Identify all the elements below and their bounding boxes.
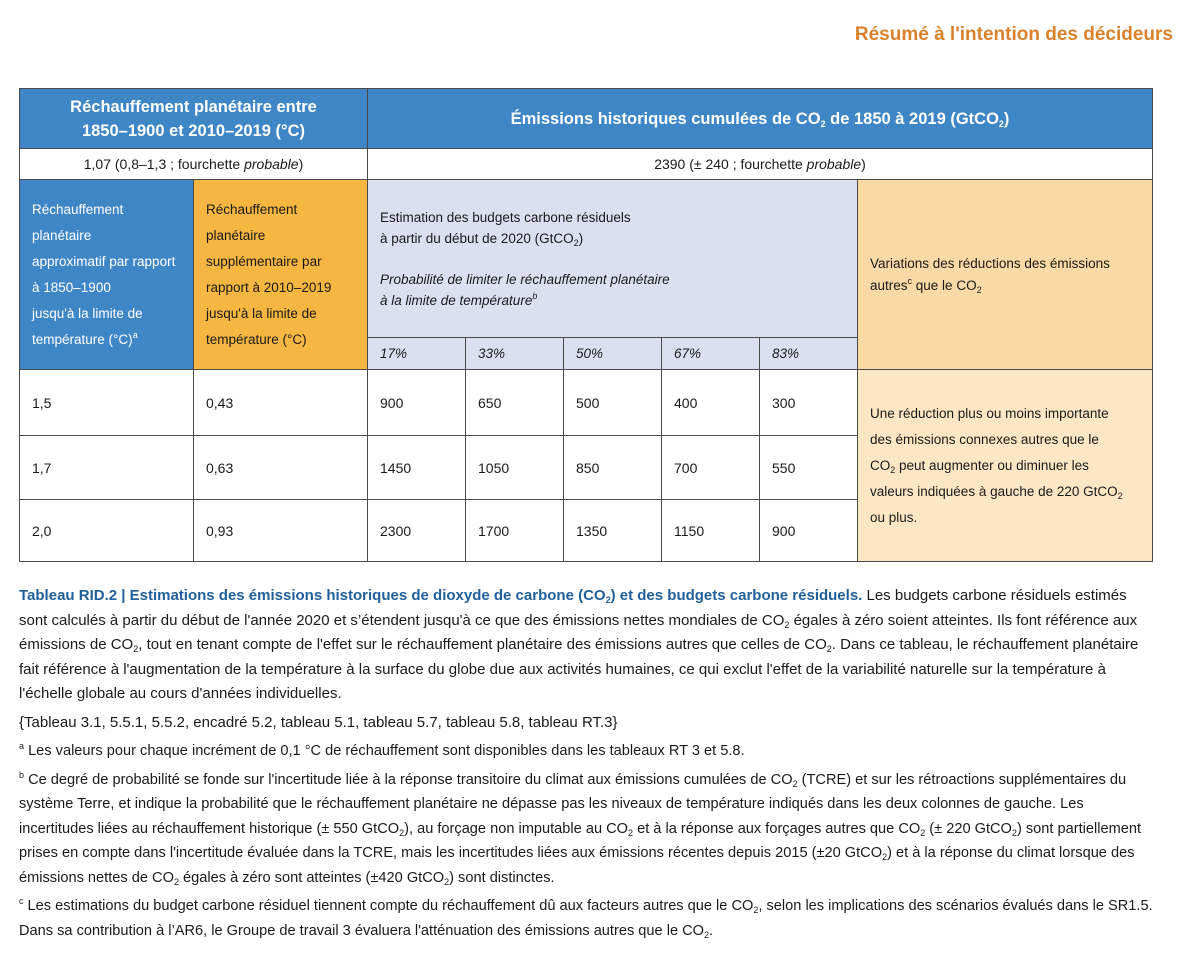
percentile-cell: 33% [466, 338, 564, 370]
limit-cell: 2,0 [20, 500, 194, 562]
remaining-budget-header: Estimation des budgets carbone résiduels à partir du début de 2020 (GtCO$_2$) Probabilité de limiter le réchauffement planétaire à la limite de température$^b$ [368, 180, 858, 338]
historical-values-row [20, 149, 1153, 180]
percentile-cell: 17% [368, 338, 466, 370]
budget-cell: 1450 [368, 436, 466, 500]
footnote-b: $^b$ Ce degré de probabilité se fonde sur l'incertitude liée à la réponse transitoire du climat aux émissions cumulées de $CO_2$ (TCRE) et sur les rétroactions supplémentaires du système Terre, et indique la probabilité que le réchauffement planétaire ne dépasse pas les niveaux de température indiqués dans les deux colonnes de gauche. Les incertitudes liées au réchauffement historique (± 550 GtCO$_2$), au forçage non imputable au $CO_2$ et à la réponse aux forçages autres que $CO_2$ (± 220 GtCO$_2$) sont partiellement prises en compte dans l'incertitude évaluée dans la TCRE, mais les incertitudes liées aux émissions récentes depuis 2015 (±20 GtCO$_2$) et à la réponse du climat lorsque des émissions nettes de $CO_2$ égales à zéro sont atteintes (±420 GtCO$_2$) sont distinctes. [19, 769, 1142, 887]
table-row [20, 370, 1153, 436]
budget-cell: 1150 [662, 500, 760, 562]
caption-paragraph: Tableau RID.2 | Estimations des émissions historiques de dioxyde de carbone $(CO_2)$ et des budgets carbone résiduels. Les budgets carbone résiduels estimés sont calculés à partir du début de l'année 2020 et s’étendent jusqu'à ce que des émissions nettes mondiales de $CO_2$ égales à zéro soient atteintes. Ils font référence aux émissions de $CO_2$, tout en tenant compte de l'effet sur le réchauffement planétaire des émissions autres que celles de $CO_2$. Dans ce tableau, le réchauffement planétaire fait référence à l'augmentation de la température à la surface du globe due aux activités humaines, ce qui exclut l'effet de la variabilité naturelle sur la température à l'échelle globale au cours d'années individuelles. [19, 587, 1139, 702]
budget-cell: 1700 [466, 500, 564, 562]
probability-label: Probabilité de limiter le réchauffement planétaire à la limite de température$^b$ [380, 271, 670, 308]
additional-warming-header: Réchauffement planétaire supplémentaire par rapport à 2010–2019 jusqu'à la limite de température (°C) [194, 180, 368, 370]
non-co2-variation-note: Une réduction plus ou moins importante des émissions connexes autres que le $CO_2$ peut augmenter ou diminuer les valeurs indiquées à gauche de 220 GtCO$_2$ ou plus. [858, 370, 1153, 562]
budget-cell: 1350 [564, 500, 662, 562]
budget-cell: 1050 [466, 436, 564, 500]
caption-title: Tableau RID.2 | Estimations des émissions historiques de dioxyde de carbone $(CO_2)$ et des budgets carbone résiduels. [19, 587, 863, 605]
additional-cell: 0,63 [194, 436, 368, 500]
footnote-a: $^a$ Les valeurs pour chaque incrément de 0,1 °C de réchauffement sont disponibles dans les tableaux RT 3 et 5.8. [19, 741, 745, 759]
budget-cell: 550 [760, 436, 858, 500]
budget-cell: 900 [760, 500, 858, 562]
additional-cell: 0,43 [194, 370, 368, 436]
table-caption [19, 584, 1154, 943]
limit-cell: 1,7 [20, 436, 194, 500]
footnote-c: $^c$ Les estimations du budget carbone résiduel tiennent compte du réchauffement dû aux facteurs autres que le $CO_2$, selon les implications des scénarios évalués dans le SR1.5. Dans sa contribution à l’AR6, le Groupe de travail 3 évaluera l'atténuation des émissions autres que le $CO_2$. [19, 896, 1153, 940]
budget-cell: 850 [564, 436, 662, 500]
warming-limit-header: Réchauffement planétaire approximatif par rapport à 1850–1900 jusqu'à la limite de température $(^\circ C)^a$ [20, 180, 194, 370]
percentile-cell: 67% [662, 338, 760, 370]
historical-warming-value: 1,07 (0,8–1,3 ; fourchette probable) [20, 149, 368, 180]
budget-cell: 900 [368, 370, 466, 436]
percentile-cell: 83% [760, 338, 858, 370]
budget-cell: 500 [564, 370, 662, 436]
budget-cell: 2300 [368, 500, 466, 562]
additional-cell: 0,93 [194, 500, 368, 562]
limit-cell: 1,5 [20, 370, 194, 436]
caption-references: {Tableau 3.1, 5.5.1, 5.5.2, encadré 5.2, tableau 5.1, tableau 5.7, tableau 5.8, tableau RT.3} [19, 713, 618, 731]
historical-emissions-value: 2390 (± 240 ; fourchette probable) [368, 149, 1153, 180]
carbon-budget-table [19, 88, 1153, 562]
budget-cell: 400 [662, 370, 760, 436]
non-co2-variation-header: Variations des réductions des émissions autres$^c$ que le $CO_2$ [858, 180, 1153, 370]
page-section-title: Résumé à l'intention des décideurs [854, 24, 1173, 45]
budget-cell: 300 [760, 370, 858, 436]
percentile-cell: 50% [564, 338, 662, 370]
budget-cell: 700 [662, 436, 760, 500]
budget-cell: 650 [466, 370, 564, 436]
table-header-row [20, 89, 1153, 149]
emissions-column-header: Émissions historiques cumulées de $CO_2$ de 1850 à 2019 (GtCO$_2$) [368, 89, 1153, 149]
warming-column-header: Réchauffement planétaire entre 1850–1900 et 2010–2019 (°C) [20, 89, 368, 149]
